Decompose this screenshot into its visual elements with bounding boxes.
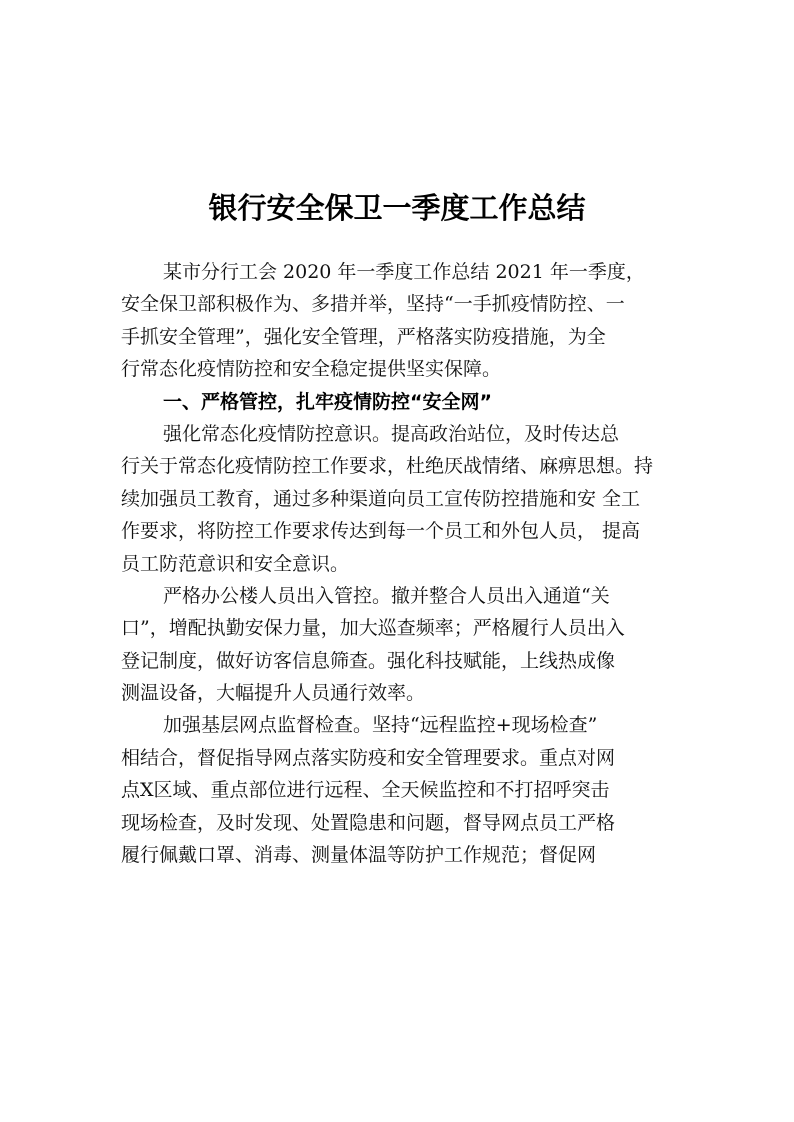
paragraph-line: 相结合，督促指导网点落实防疫和安全管理要求。重点对网 (121, 746, 616, 769)
paragraph-line: 安全保卫部积极作为、多措并举，坚持“一手抓疫情防控、一 (121, 293, 625, 316)
paragraph-line: 现场检查，及时发现、处置隐患和问题，督导网点员工严格 (121, 811, 616, 834)
paragraph-line: 行关于常态化疫情防控工作要求，杜绝厌战情绪、麻痹思想。持 (121, 455, 654, 478)
paragraph-line: 续加强员工教育，通过多种渠道向员工宣传防控措施和安 全工 (121, 487, 641, 510)
paragraph-line: 某市分行工会 2020 年一季度工作总结 2021 年一季度， (163, 261, 645, 283)
paragraph-line: 登记制度，做好访客信息筛查。强化科技赋能，上线热成像 (121, 649, 616, 672)
document-title: 银行安全保卫一季度工作总结 (208, 191, 586, 225)
document-body (121, 256, 681, 871)
paragraph-line: 加强基层网点监督检查。坚持“远程监控+现场检查” (163, 714, 598, 737)
paragraph-line: 作要求，将防控工作要求传达到每一个员工和外包人员， 提高 (121, 520, 641, 543)
section-heading: 一、严格管控，扎牢疫情防控“安全网” (163, 390, 492, 413)
paragraph-line: 严格办公楼人员出入管控。撤并整合人员出入通道“关 (163, 584, 610, 607)
paragraph-line: 手抓安全管理”，强化安全管理，严格落实防疫措施，为全 (121, 325, 606, 348)
paragraph-line: 履行佩戴口罩、消毒、测量体温等防护工作规范；督促网 (121, 844, 597, 867)
paragraph-line: 员工防范意识和安全意识。 (121, 552, 350, 575)
paragraph-line: 点X区域、重点部位进行远程、全天候监控和不打招呼突击 (121, 779, 610, 802)
paragraph-line: 口”，增配执勤安保力量，加大巡查频率；严格履行人员出入 (121, 617, 625, 640)
paragraph-line: 测温设备，大幅提升人员通行效率。 (121, 682, 426, 705)
paragraph-line: 强化常态化疫情防控意识。提高政治站位，及时传达总 (163, 422, 620, 445)
paragraph-line: 行常态化疫情防控和安全稳定提供坚实保障。 (121, 358, 502, 381)
